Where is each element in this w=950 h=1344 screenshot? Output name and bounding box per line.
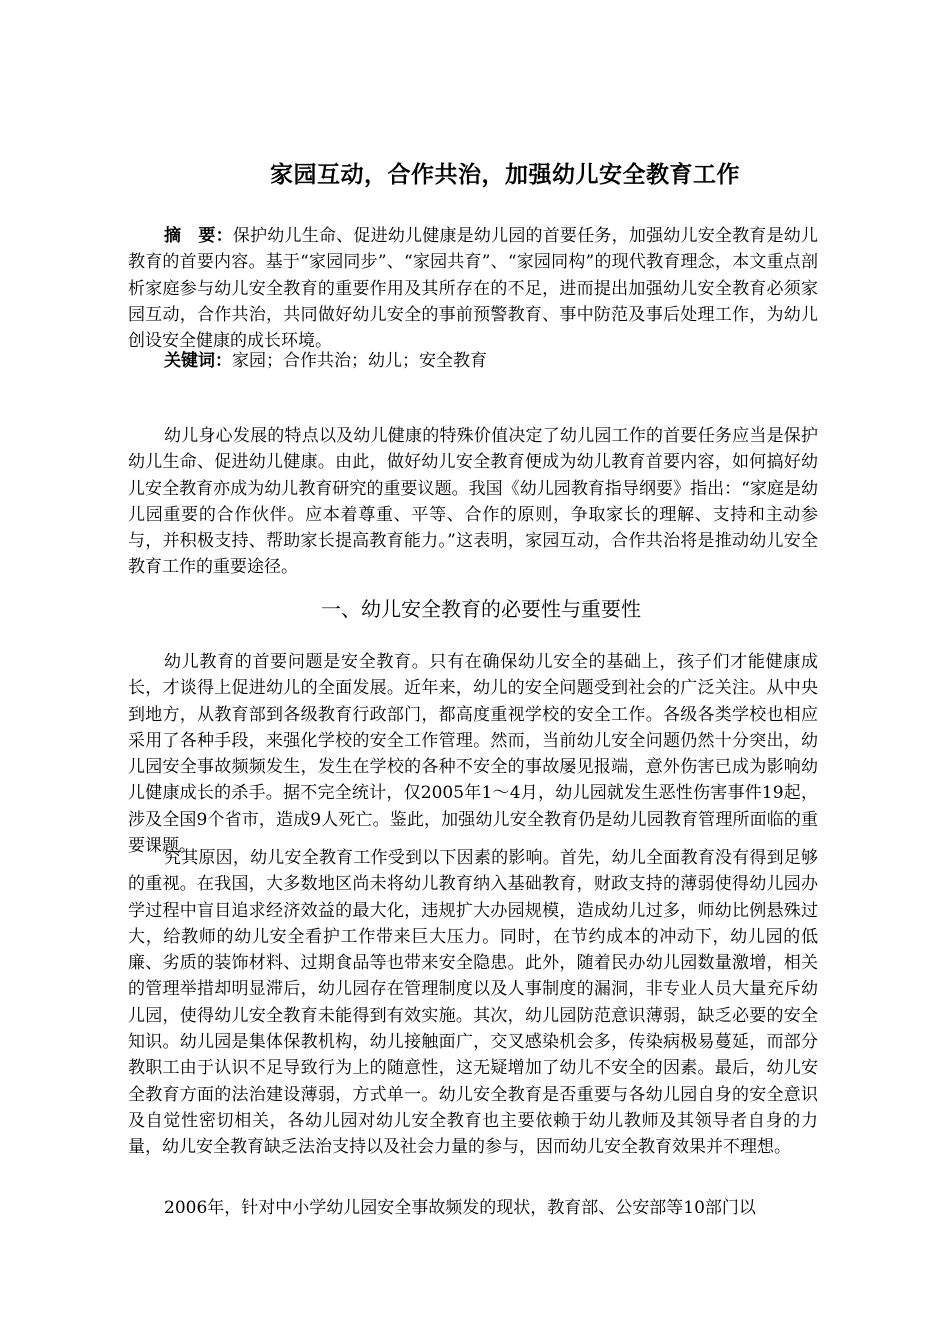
- section-heading: 一、幼儿安全教育的必要性与重要性: [321, 597, 641, 621]
- body-paragraph-1: 幼儿教育的首要问题是安全教育。只有在确保幼儿安全的基础上，孩子们才能健康成长，才谈得上促进幼儿的全面发展。近年来，幼儿的安全问题受到社会的广泛关注。从中央到地方，从教育部到各级教育行政部门，都高度重视学校的安全工作。各级各类学校也相应采用了各种手段，来强化学校的安全工作管理。然而，当前幼儿安全问题仍然十分突出，幼儿园安全事故频频发生，发生在学校的各种不安全的事故屡见报端，意外伤害已成为影响幼儿健康成长的杀手。据不完全统计，仅2005年1～4月，幼儿园就发生恶性伤害事件19起，涉及全国9个省市，造成9人死亡。鉴此，加强幼儿安全教育仍是幼儿园教育管理所面临的重要课题。: [128, 652, 818, 857]
- intro-paragraph: 幼儿身心发展的特点以及幼儿健康的特殊价值决定了幼儿园工作的首要任务应当是保护幼儿生命、促进幼儿健康。由此，做好幼儿安全教育便成为幼儿教育首要内容，如何搞好幼儿安全教育亦成为幼儿教育研究的重要议题。我国《幼儿园教育指导纲要》指出：“家庭是幼儿园重要的合作伙伴。应本着尊重、平等、合作的原则，争取家长的理解、支持和主动参与，并积极支持、帮助家长提高教育能力。”这表明，家园互动，合作共治将是推动幼儿安全教育工作的重要途径。: [128, 426, 818, 578]
- body-paragraph-2: 究其原因，幼儿安全教育工作受到以下因素的影响。首先，幼儿全面教育没有得到足够的重视。在我国，大多数地区尚未将幼儿教育纳入基础教育，财政支持的薄弱使得幼儿园办学过程中盲目追求经济效益的最大化，违规扩大办园规模，造成幼儿过多，师幼比例悬殊过大，给教师的幼儿安全看护工作带来巨大压力。同时，在节约成本的冲动下，幼儿园的低廉、劣质的装饰材料、过期食品等也带来安全隐患。此外，随着民办幼儿园数量激增，相关的管理举措却明显滞后，幼儿园存在管理制度以及人事制度的漏洞，非专业人员大量充斥幼儿园，使得幼儿安全教育未能得到有效实施。其次，幼儿园防范意识薄弱，缺乏必要的安全知识。幼儿园是集体保教机构，幼儿接触面广，交叉感染机会多，传染病极易蔓延，而部分教职工由于认识不足导致行为上的随意性，这无疑增加了幼儿不安全的因素。最后，幼儿安全教育方面的法治建设薄弱，方式单一。幼儿安全教育是否重要与各幼儿园自身的安全意识及自觉性密切相关，各幼儿园对幼儿安全教育也主要依赖于幼儿教师及其领导者自身的力量，幼儿安全教育缺乏法治支持以及社会力量的参与，因而幼儿安全教育效果并不理想。: [128, 848, 818, 1158]
- keywords-text: 家园；合作共治；幼儿；安全教育: [232, 351, 487, 371]
- keywords-paragraph: [128, 348, 818, 374]
- abstract-text: 保护幼儿生命、促进幼儿健康是幼儿园的首要任务，加强幼儿安全教育是幼儿教育的首要内容。基于“家园同步”、“家园共育”、“家园同构”的现代教育理念，本文重点剖析家庭参与幼儿安全教育的重要作用及其所存在的不足，进而提出加强幼儿安全教育必须家园互动，合作共治，共同做好幼儿安全的事前预警教育、事中防范及事后处理工作，为幼儿创设安全健康的成长环境。: [128, 226, 819, 352]
- document-title: 家园互动，合作共治，加强幼儿安全教育工作: [270, 162, 740, 188]
- keywords-label: 关键词：: [164, 351, 232, 371]
- abstract-paragraph: [128, 223, 818, 354]
- body-paragraph-3: 2006年，针对中小学幼儿园安全事故频发的现状，教育部、公安部等10部门以: [164, 1198, 756, 1218]
- abstract-label: 摘 要：: [164, 226, 233, 246]
